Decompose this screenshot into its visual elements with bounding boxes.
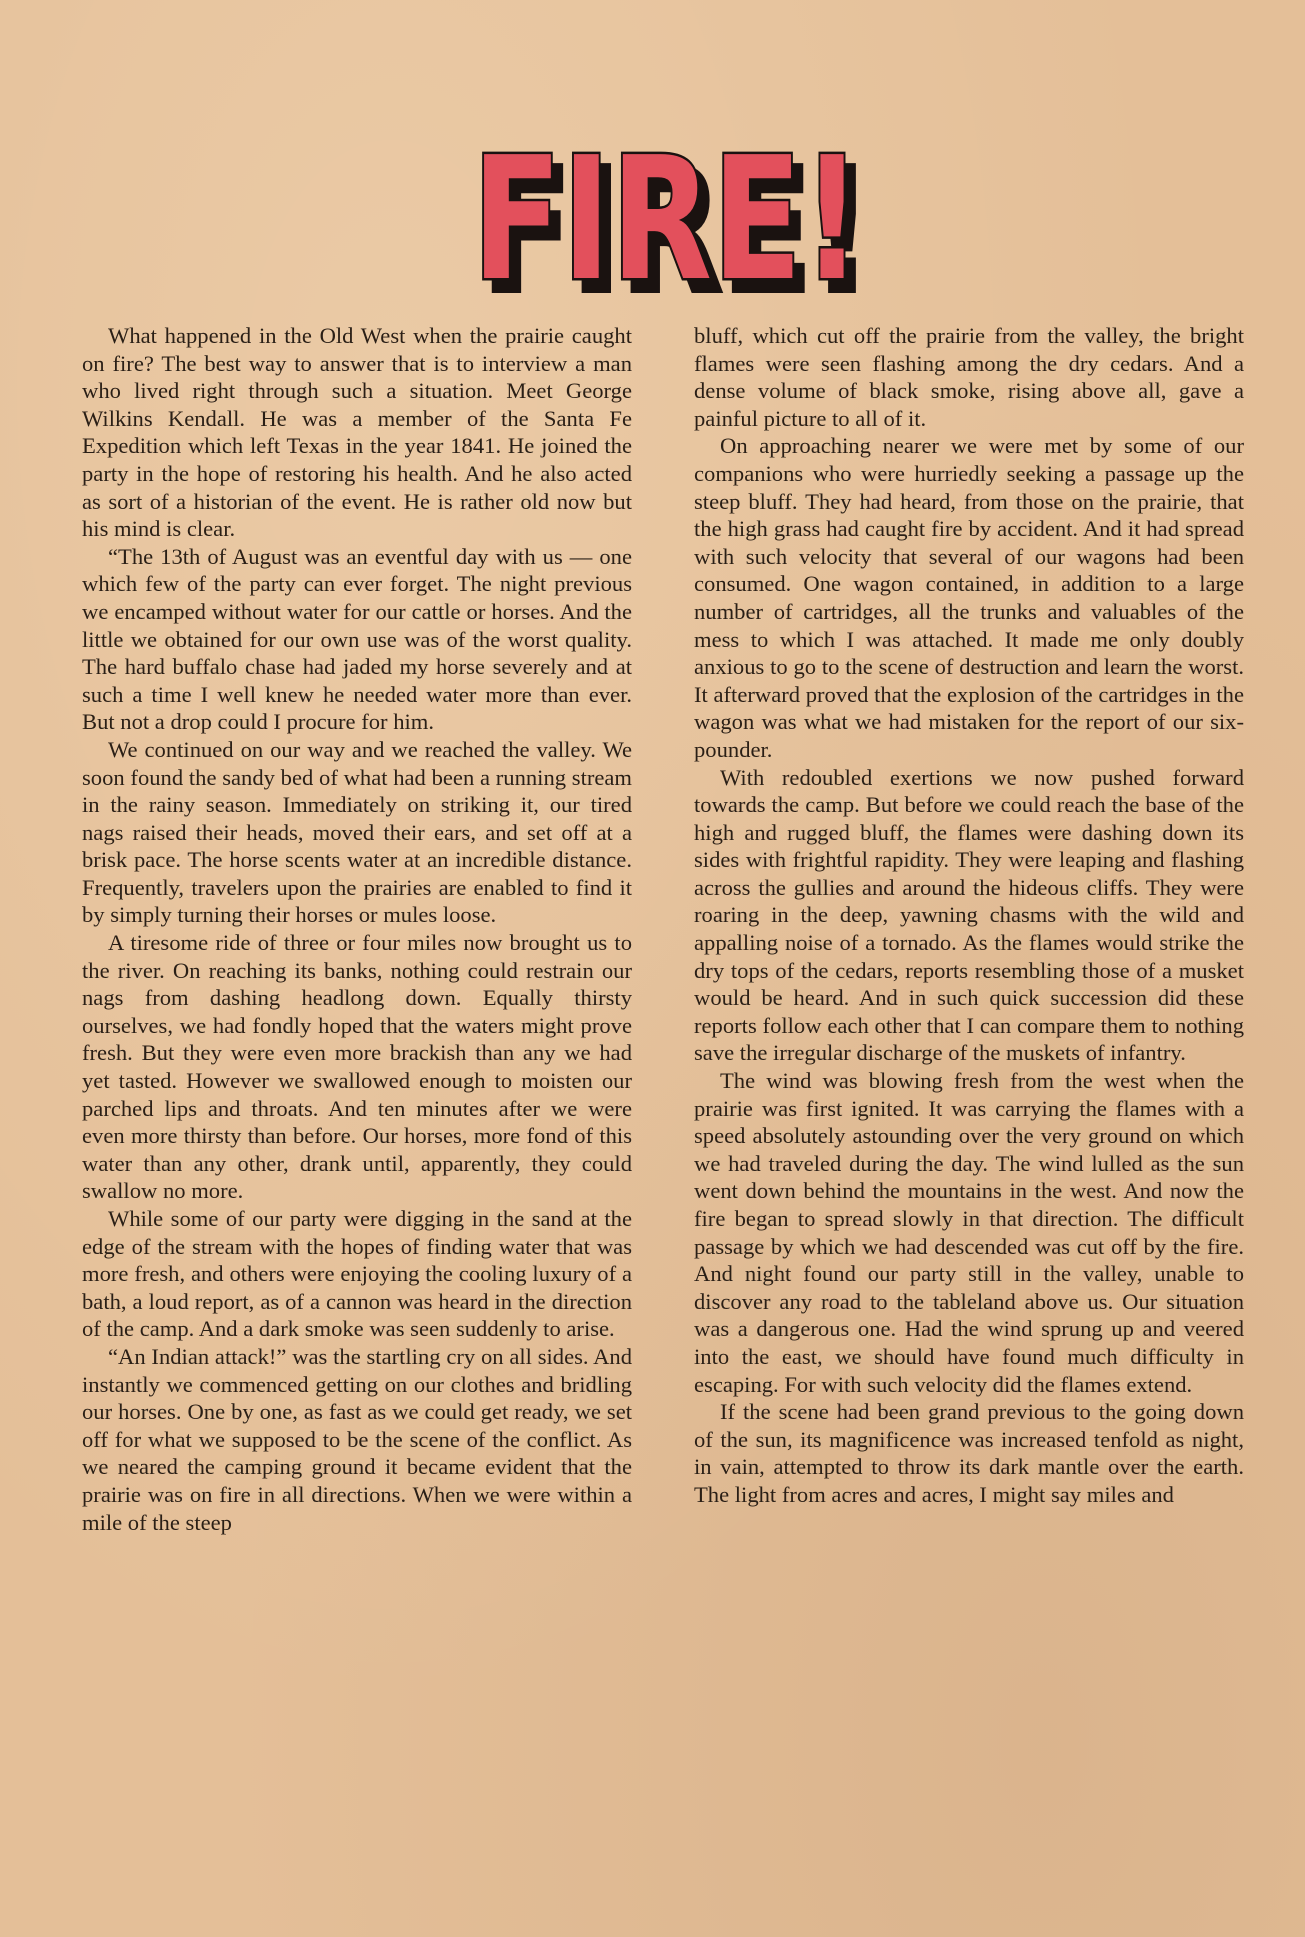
paragraph: We continued on our way and we reached the valley. We soon found the sandy bed of what had been a running stream in the rainy season. Immediately on striking it, our tired nags raised their heads, moved their ears, and set off at a brisk pace. The horse scents water at an incredible distance. Frequently, travelers upon the prairies are enabled to find it by simply turning their horses or mules loose. [82,736,632,928]
paragraph: On approaching nearer we were met by some of our companions who were hurriedly seeking a passage up the steep bluff. They had heard, from those on the prairie, that the high grass had caught fire by accident. And it had spread with such velocity that several of our wagons had been consumed. One wagon contained, in addition to a large number of cartridges, all the trunks and valuables of the mess to which I was attached. It made me only doubly anxious to go to the scene of destruction and learn the worst. It afterward proved that the explosion of the cartridges in the wagon was what we had mistaken for the report of our six-pounder. [694,433,1244,762]
title-graphic [460,108,880,308]
paragraph: “The 13th of August was an eventful day with us — one which few of the party can ever forget. The night previous we encamped without water for our cattle or horses. And the little we obtained for our own use was of the worst quality. The hard buffalo chase had jaded my horse severely and at such a time I well knew he needed water more than ever. But not a drop could I procure for him. [82,543,632,735]
right-column [694,322,1244,1509]
paragraph-continuation: bluff, which cut off the prairie from the valley, the bright flames were seen flashing among the dry cedars. And a dense volume of black smoke, rising above all, gave a painful picture to all of it. [694,323,1244,431]
paragraph: With redoubled exertions we now pushed forward towards the camp. But before we could reach the base of the high and rugged bluff, the flames were dashing down its sides with frightful rapidity. They were leaping and flashing across the gullies and around the hideous cliffs. They were roaring in the deep, yawning chasms with the wild and appalling noise of a tornado. As the flames would strike the dry tops of the cedars, reports resembling those of a musket would be heard. And in such quick succession did these reports follow each other that I can compare them to nothing save the irregular discharge of the muskets of infantry. [694,764,1244,1066]
paragraph: The wind was blowing fresh from the west when the prairie was first ignited. It was carrying the flames with a speed absolutely astounding over the very ground on which we had traveled during the day. The wind lulled as the sun went down behind the mountains in the west. And now the fire began to spread slowly in that direction. The difficult passage by which we had descended was cut off by the fire. And night found our party still in the valley, unable to discover any road to the tableland above us. Our situation was a dangerous one. Had the wind sprung up and veered into the east, we should have found much difficulty in escaping. For with such velocity did the flames extend. [694,1068,1244,1397]
paragraph: “An Indian attack!” was the startling cry on all sides. And instantly we commenced getting on our clothes and bridling our horses. One by one, as fast as we could get ready, we set off for what we supposed to be the scene of the conflict. As we neared the camping ground it became evident that the prairie was on fire in all directions. When we were within a mile of the steep [82,1343,632,1535]
title-shadow: FIRE! [482,133,872,308]
paragraph: While some of our party were digging in the sand at the edge of the stream with the hopes of finding water that was more fresh, and others were enjoying the cooling luxury of a bath, a loud report, as of a cannon was heard in the direction of the camp. And a dark smoke was seen suddenly to arise. [82,1206,632,1342]
paragraph: A tiresome ride of three or four miles now brought us to the river. On reaching its banks, nothing could restrain our nags from dashing headlong down. Equally thirsty ourselves, we had fondly hoped that the waters might prove fresh. But they were even more brackish than any we had yet tasted. However we swallowed enough to moisten our parched lips and throats. And ten minutes after we were even more thirsty than before. Our horses, more fond of this water than any other, drank until, apparently, they could swallow no more. [82,930,632,1204]
paragraph: What happened in the Old West when the prairie caught on fire? The best way to answer that is to interview a man who lived right through such a situation. Meet George Wilkins Kendall. He was a member of the Santa Fe Expedition which left Texas in the year 1841. He joined the party in the hope of restoring his health. And he also acted as sort of a historian of the event. He is rather old now but his mind is clear. [82,323,632,542]
left-column [82,322,632,1536]
paragraph: If the scene had been grand previous to the going down of the sun, its magnificence was increased tenfold as night, in vain, attempted to throw its dark mantle over the earth. The light from acres and acres, I might say miles and [694,1399,1244,1507]
title-block [460,108,880,308]
page-title: FIRE! [472,121,862,308]
